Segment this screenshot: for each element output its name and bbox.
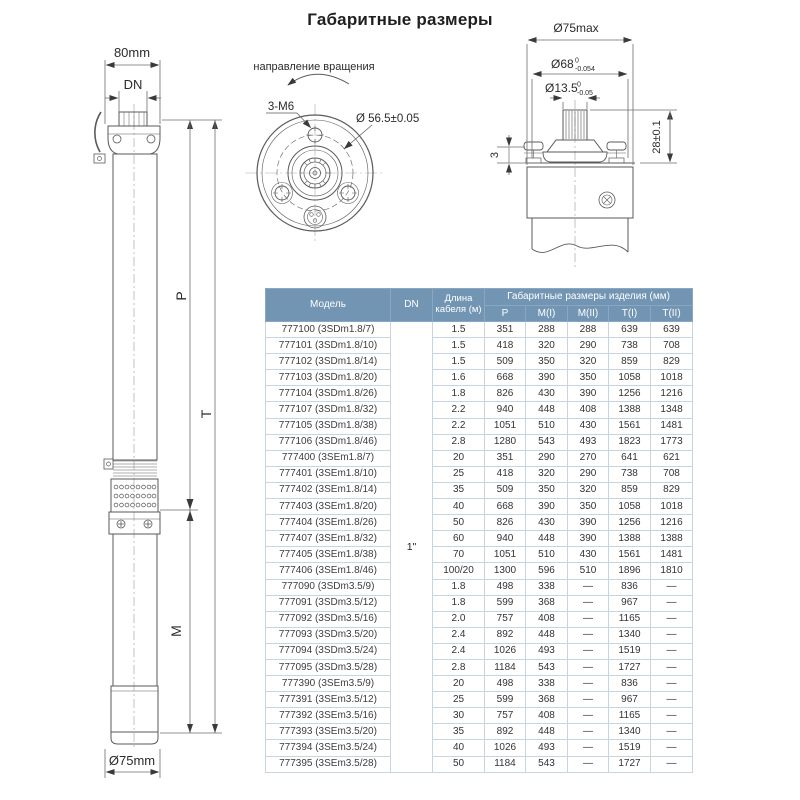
cell-cable: 1.5 <box>433 354 485 370</box>
cell-m2: — <box>568 595 609 611</box>
cell-t1: 1519 <box>609 643 651 659</box>
cell-m1: 320 <box>526 338 568 354</box>
cell-p: 1184 <box>485 659 526 675</box>
cell-cable: 1.5 <box>433 338 485 354</box>
header-model: Модель <box>266 289 391 322</box>
cell-model: 777094 (3SDm3.5/24) <box>266 643 391 659</box>
cell-model: 777091 (3SDm3.5/12) <box>266 595 391 611</box>
cell-model: 777402 (3SEm1.8/14) <box>266 482 391 498</box>
flange-diameter-label: Ø68 <box>551 57 574 71</box>
cell-p: 1051 <box>485 547 526 563</box>
cell-model: 777102 (3SDm1.8/14) <box>266 354 391 370</box>
cell-m2: 270 <box>568 450 609 466</box>
pump-dn-label: DN <box>123 77 143 92</box>
cell-t2: — <box>651 724 693 740</box>
table-row <box>266 354 693 370</box>
cell-cable: 2.2 <box>433 402 485 418</box>
cell-cable: 2.8 <box>433 434 485 450</box>
header-t1: T(I) <box>609 306 651 322</box>
cell-p: 498 <box>485 676 526 692</box>
cell-cable: 20 <box>433 450 485 466</box>
cell-model: 777106 (3SDm1.8/46) <box>266 434 391 450</box>
cell-m1: 493 <box>526 643 568 659</box>
cell-cable: 100/20 <box>433 563 485 579</box>
cell-m1: 368 <box>526 692 568 708</box>
cell-p: 940 <box>485 531 526 547</box>
cell-t1: 836 <box>609 676 651 692</box>
cell-m1: 408 <box>526 611 568 627</box>
cell-m1: 493 <box>526 740 568 756</box>
cell-t1: 1727 <box>609 756 651 772</box>
cell-m1: 448 <box>526 531 568 547</box>
cell-m2: 290 <box>568 466 609 482</box>
cell-cable: 2.8 <box>433 659 485 675</box>
cell-t1: 1727 <box>609 659 651 675</box>
rotation-caption: направление вращения <box>253 61 375 73</box>
cell-t2: 639 <box>651 322 693 338</box>
cell-model: 777403 (3SEm1.8/20) <box>266 499 391 515</box>
table-row <box>266 611 693 627</box>
cell-m1: 338 <box>526 676 568 692</box>
body-screw <box>599 192 615 208</box>
cell-m2: 290 <box>568 338 609 354</box>
cell-t2: 1481 <box>651 547 693 563</box>
cell-t2: 1018 <box>651 370 693 386</box>
cell-m1: 596 <box>526 563 568 579</box>
cell-t2: — <box>651 676 693 692</box>
cell-model: 777092 (3SDm3.5/16) <box>266 611 391 627</box>
cell-m1: 448 <box>526 724 568 740</box>
cell-t2: — <box>651 579 693 595</box>
table-row <box>266 322 693 338</box>
cell-m1: 448 <box>526 402 568 418</box>
cell-p: 1300 <box>485 563 526 579</box>
cell-model: 777392 (3SEm3.5/16) <box>266 708 391 724</box>
dim-m-label: M <box>168 625 184 637</box>
table-row <box>266 466 693 482</box>
cell-m1: 390 <box>526 499 568 515</box>
break-line <box>532 244 628 253</box>
cell-p: 509 <box>485 482 526 498</box>
cell-m2: 288 <box>568 322 609 338</box>
cell-m1: 350 <box>526 354 568 370</box>
table-row <box>266 338 693 354</box>
cell-m2: 430 <box>568 547 609 563</box>
flange-diameter-upper-tol: 0 <box>575 57 579 65</box>
cell-p: 757 <box>485 708 526 724</box>
cell-m2: 390 <box>568 515 609 531</box>
cell-m1: 448 <box>526 627 568 643</box>
cell-cable: 40 <box>433 740 485 756</box>
cell-m1: 430 <box>526 386 568 402</box>
cell-t1: 1165 <box>609 708 651 724</box>
cell-m1: 408 <box>526 708 568 724</box>
table-body <box>266 322 693 773</box>
cell-m2: — <box>568 579 609 595</box>
page-title: Габаритные размеры <box>307 10 493 29</box>
cell-t1: 1388 <box>609 402 651 418</box>
cell-m2: — <box>568 643 609 659</box>
pump-width-label: 80mm <box>113 45 151 60</box>
header-m1: M(I) <box>526 306 568 322</box>
cell-m2: — <box>568 627 609 643</box>
cell-t2: 1018 <box>651 499 693 515</box>
cell-model: 777393 (3SEm3.5/20) <box>266 724 391 740</box>
cell-t1: 1519 <box>609 740 651 756</box>
cell-m2: 390 <box>568 531 609 547</box>
cell-t1: 1340 <box>609 627 651 643</box>
cable-gland <box>304 206 326 228</box>
cell-model: 777101 (3SDm1.8/10) <box>266 338 391 354</box>
table-row <box>266 515 693 531</box>
shaft-height-label: 28±0.1 <box>651 120 663 154</box>
header-dimensions-group: Габаритные размеры изделия (мм) <box>485 289 693 306</box>
cell-m2: — <box>568 724 609 740</box>
cell-t2: 1216 <box>651 386 693 402</box>
shaft-diameter-lower-tol: -0.05 <box>577 90 593 97</box>
cell-model: 777404 (3SEm1.8/26) <box>266 515 391 531</box>
cell-model: 777405 (3SEm1.8/38) <box>266 547 391 563</box>
cell-m2: 390 <box>568 386 609 402</box>
cell-t1: 1058 <box>609 370 651 386</box>
table-row <box>266 547 693 563</box>
cell-t2: — <box>651 643 693 659</box>
cell-model: 777105 (3SDm1.8/38) <box>266 418 391 434</box>
cell-t1: 1823 <box>609 434 651 450</box>
cell-model: 777391 (3SEm3.5/12) <box>266 692 391 708</box>
table-row <box>266 370 693 386</box>
dim-p-label: P <box>173 291 189 301</box>
table-row <box>266 724 693 740</box>
rotation-arrow <box>288 74 349 85</box>
cell-cable: 30 <box>433 708 485 724</box>
cell-p: 1184 <box>485 756 526 772</box>
cell-p: 826 <box>485 515 526 531</box>
step-label: 3 <box>489 151 501 159</box>
cell-t1: 1561 <box>609 547 651 563</box>
cell-model: 777401 (3SEm1.8/10) <box>266 466 391 482</box>
cell-m2: 493 <box>568 434 609 450</box>
cell-m2: — <box>568 740 609 756</box>
cell-m1: 510 <box>526 547 568 563</box>
cell-cable: 50 <box>433 756 485 772</box>
cell-t2: 1773 <box>651 434 693 450</box>
cell-cable: 25 <box>433 466 485 482</box>
table-row <box>266 499 693 515</box>
cell-m1: 543 <box>526 756 568 772</box>
cell-m1: 320 <box>526 466 568 482</box>
cell-model: 777394 (3SEm3.5/24) <box>266 740 391 756</box>
cell-t1: 967 <box>609 595 651 611</box>
cell-t1: 738 <box>609 466 651 482</box>
cell-t1: 641 <box>609 450 651 466</box>
cell-p: 599 <box>485 692 526 708</box>
shaft-diameter-upper-tol: 0 <box>577 81 581 89</box>
dim-t-label: T <box>198 409 214 419</box>
cell-t1: 836 <box>609 579 651 595</box>
cell-m2: 320 <box>568 354 609 370</box>
table-row <box>266 563 693 579</box>
cell-p: 498 <box>485 579 526 595</box>
cell-cable: 2.0 <box>433 611 485 627</box>
table-row <box>266 595 693 611</box>
cell-p: 1026 <box>485 643 526 659</box>
cell-m1: 543 <box>526 434 568 450</box>
dimensions-table <box>265 288 693 773</box>
cell-model: 777407 (3SEm1.8/32) <box>266 531 391 547</box>
cell-t1: 859 <box>609 354 651 370</box>
cell-model: 777103 (3SDm1.8/20) <box>266 370 391 386</box>
cell-model: 777100 (3SDm1.8/7) <box>266 322 391 338</box>
table-row <box>266 692 693 708</box>
table-row <box>266 627 693 643</box>
cell-model: 777090 (3SDm3.5/9) <box>266 579 391 595</box>
cell-m1: 390 <box>526 370 568 386</box>
table-row <box>266 676 693 692</box>
flange-top-view <box>245 74 385 244</box>
strainer-holes <box>114 485 156 507</box>
cell-t2: 1216 <box>651 515 693 531</box>
motor-top-view <box>524 100 635 270</box>
cell-t2: — <box>651 756 693 772</box>
cell-m2: — <box>568 611 609 627</box>
table-row <box>266 579 693 595</box>
cell-t1: 639 <box>609 322 651 338</box>
table-row <box>266 531 693 547</box>
cell-p: 509 <box>485 354 526 370</box>
flange-diameter-lower-tol: -0.054 <box>575 66 595 73</box>
header-p: P <box>485 306 526 322</box>
cell-m1: 543 <box>526 659 568 675</box>
cell-p: 892 <box>485 724 526 740</box>
cell-m1: 290 <box>526 450 568 466</box>
cell-p: 1280 <box>485 434 526 450</box>
cell-t2: — <box>651 659 693 675</box>
cell-t2: — <box>651 692 693 708</box>
cell-cable: 1.6 <box>433 370 485 386</box>
cell-m2: 408 <box>568 402 609 418</box>
header-t2: T(II) <box>651 306 693 322</box>
pump-diameter-label: Ø75mm <box>108 753 156 768</box>
cell-p: 1026 <box>485 740 526 756</box>
cell-t1: 1896 <box>609 563 651 579</box>
cell-cable: 2.4 <box>433 643 485 659</box>
table-row <box>266 708 693 724</box>
pitch-diameter-label: Ø 56.5±0.05 <box>356 113 420 125</box>
cell-t2: 1810 <box>651 563 693 579</box>
cell-cable: 35 <box>433 724 485 740</box>
cell-t2: 1388 <box>651 531 693 547</box>
cell-t2: — <box>651 627 693 643</box>
cell-m1: 430 <box>526 515 568 531</box>
cell-p: 826 <box>485 386 526 402</box>
cell-t2: — <box>651 708 693 724</box>
header-dn: DN <box>391 289 433 322</box>
table-row <box>266 643 693 659</box>
cell-t1: 1058 <box>609 499 651 515</box>
cell-m2: — <box>568 692 609 708</box>
pump-side-view <box>94 104 160 750</box>
cell-m2: 350 <box>568 370 609 386</box>
table-row <box>266 402 693 418</box>
table-row <box>266 450 693 466</box>
cell-m2: 510 <box>568 563 609 579</box>
cell-m2: — <box>568 659 609 675</box>
cell-t2: — <box>651 740 693 756</box>
cell-m2: 430 <box>568 418 609 434</box>
cell-p: 668 <box>485 370 526 386</box>
cell-p: 418 <box>485 466 526 482</box>
shaft-diameter-label: Ø13.5 <box>545 81 578 95</box>
cell-cable: 25 <box>433 692 485 708</box>
table-row <box>266 386 693 402</box>
cell-dn: 1" <box>391 322 433 773</box>
cell-p: 892 <box>485 627 526 643</box>
cell-t2: 1481 <box>651 418 693 434</box>
cell-model: 777395 (3SEm3.5/28) <box>266 756 391 772</box>
cell-m2: — <box>568 676 609 692</box>
cell-m2: — <box>568 756 609 772</box>
cell-model: 777107 (3SDm1.8/32) <box>266 402 391 418</box>
cell-m1: 368 <box>526 595 568 611</box>
cell-p: 940 <box>485 402 526 418</box>
cell-model: 777400 (3SEm1.8/7) <box>266 450 391 466</box>
cell-model: 777093 (3SDm3.5/20) <box>266 627 391 643</box>
cell-m1: 338 <box>526 579 568 595</box>
cell-cable: 20 <box>433 676 485 692</box>
cell-cable: 2.4 <box>433 627 485 643</box>
cell-t2: 829 <box>651 354 693 370</box>
cell-cable: 1.5 <box>433 322 485 338</box>
max-diameter-label: Ø75max <box>553 21 599 35</box>
cable-guard <box>95 112 101 152</box>
cell-cable: 70 <box>433 547 485 563</box>
cell-cable: 1.8 <box>433 595 485 611</box>
cell-t2: 621 <box>651 450 693 466</box>
cell-t1: 1165 <box>609 611 651 627</box>
cell-p: 418 <box>485 338 526 354</box>
cell-cable: 35 <box>433 482 485 498</box>
cell-m2: 350 <box>568 499 609 515</box>
cell-m2: 320 <box>568 482 609 498</box>
cell-t2: — <box>651 595 693 611</box>
cell-m1: 510 <box>526 418 568 434</box>
cell-cable: 1.8 <box>433 579 485 595</box>
cell-model: 777406 (3SEm1.8/46) <box>266 563 391 579</box>
table-row <box>266 659 693 675</box>
cell-cable: 1.8 <box>433 386 485 402</box>
cell-t1: 1340 <box>609 724 651 740</box>
table-row <box>266 434 693 450</box>
cell-cable: 40 <box>433 499 485 515</box>
cell-t1: 738 <box>609 338 651 354</box>
cell-p: 599 <box>485 595 526 611</box>
motor-dimensions <box>497 40 677 175</box>
bolt-pattern-label: 3-M6 <box>267 101 295 113</box>
cell-t1: 1256 <box>609 386 651 402</box>
cell-cable: 60 <box>433 531 485 547</box>
cell-t2: 829 <box>651 482 693 498</box>
table-row <box>266 756 693 772</box>
cell-p: 351 <box>485 322 526 338</box>
cell-cable: 50 <box>433 515 485 531</box>
header-cable-length: Длина кабеля (м) <box>433 289 485 322</box>
table-row <box>266 418 693 434</box>
header-m2: M(II) <box>568 306 609 322</box>
cell-t2: 1348 <box>651 402 693 418</box>
cell-m1: 350 <box>526 482 568 498</box>
cell-model: 777390 (3SEm3.5/9) <box>266 676 391 692</box>
cell-model: 777095 (3SDm3.5/28) <box>266 659 391 675</box>
cell-p: 668 <box>485 499 526 515</box>
cell-t2: — <box>651 611 693 627</box>
cell-m2: — <box>568 708 609 724</box>
table-row <box>266 482 693 498</box>
cell-t2: 708 <box>651 466 693 482</box>
table-row <box>266 740 693 756</box>
cell-t1: 1561 <box>609 418 651 434</box>
cell-t1: 1256 <box>609 515 651 531</box>
cell-model: 777104 (3SDm1.8/26) <box>266 386 391 402</box>
cell-t1: 967 <box>609 692 651 708</box>
cell-t1: 859 <box>609 482 651 498</box>
cell-t2: 708 <box>651 338 693 354</box>
cell-cable: 2.2 <box>433 418 485 434</box>
cell-m1: 288 <box>526 322 568 338</box>
cell-p: 757 <box>485 611 526 627</box>
cell-p: 1051 <box>485 418 526 434</box>
cell-t1: 1388 <box>609 531 651 547</box>
cell-p: 351 <box>485 450 526 466</box>
